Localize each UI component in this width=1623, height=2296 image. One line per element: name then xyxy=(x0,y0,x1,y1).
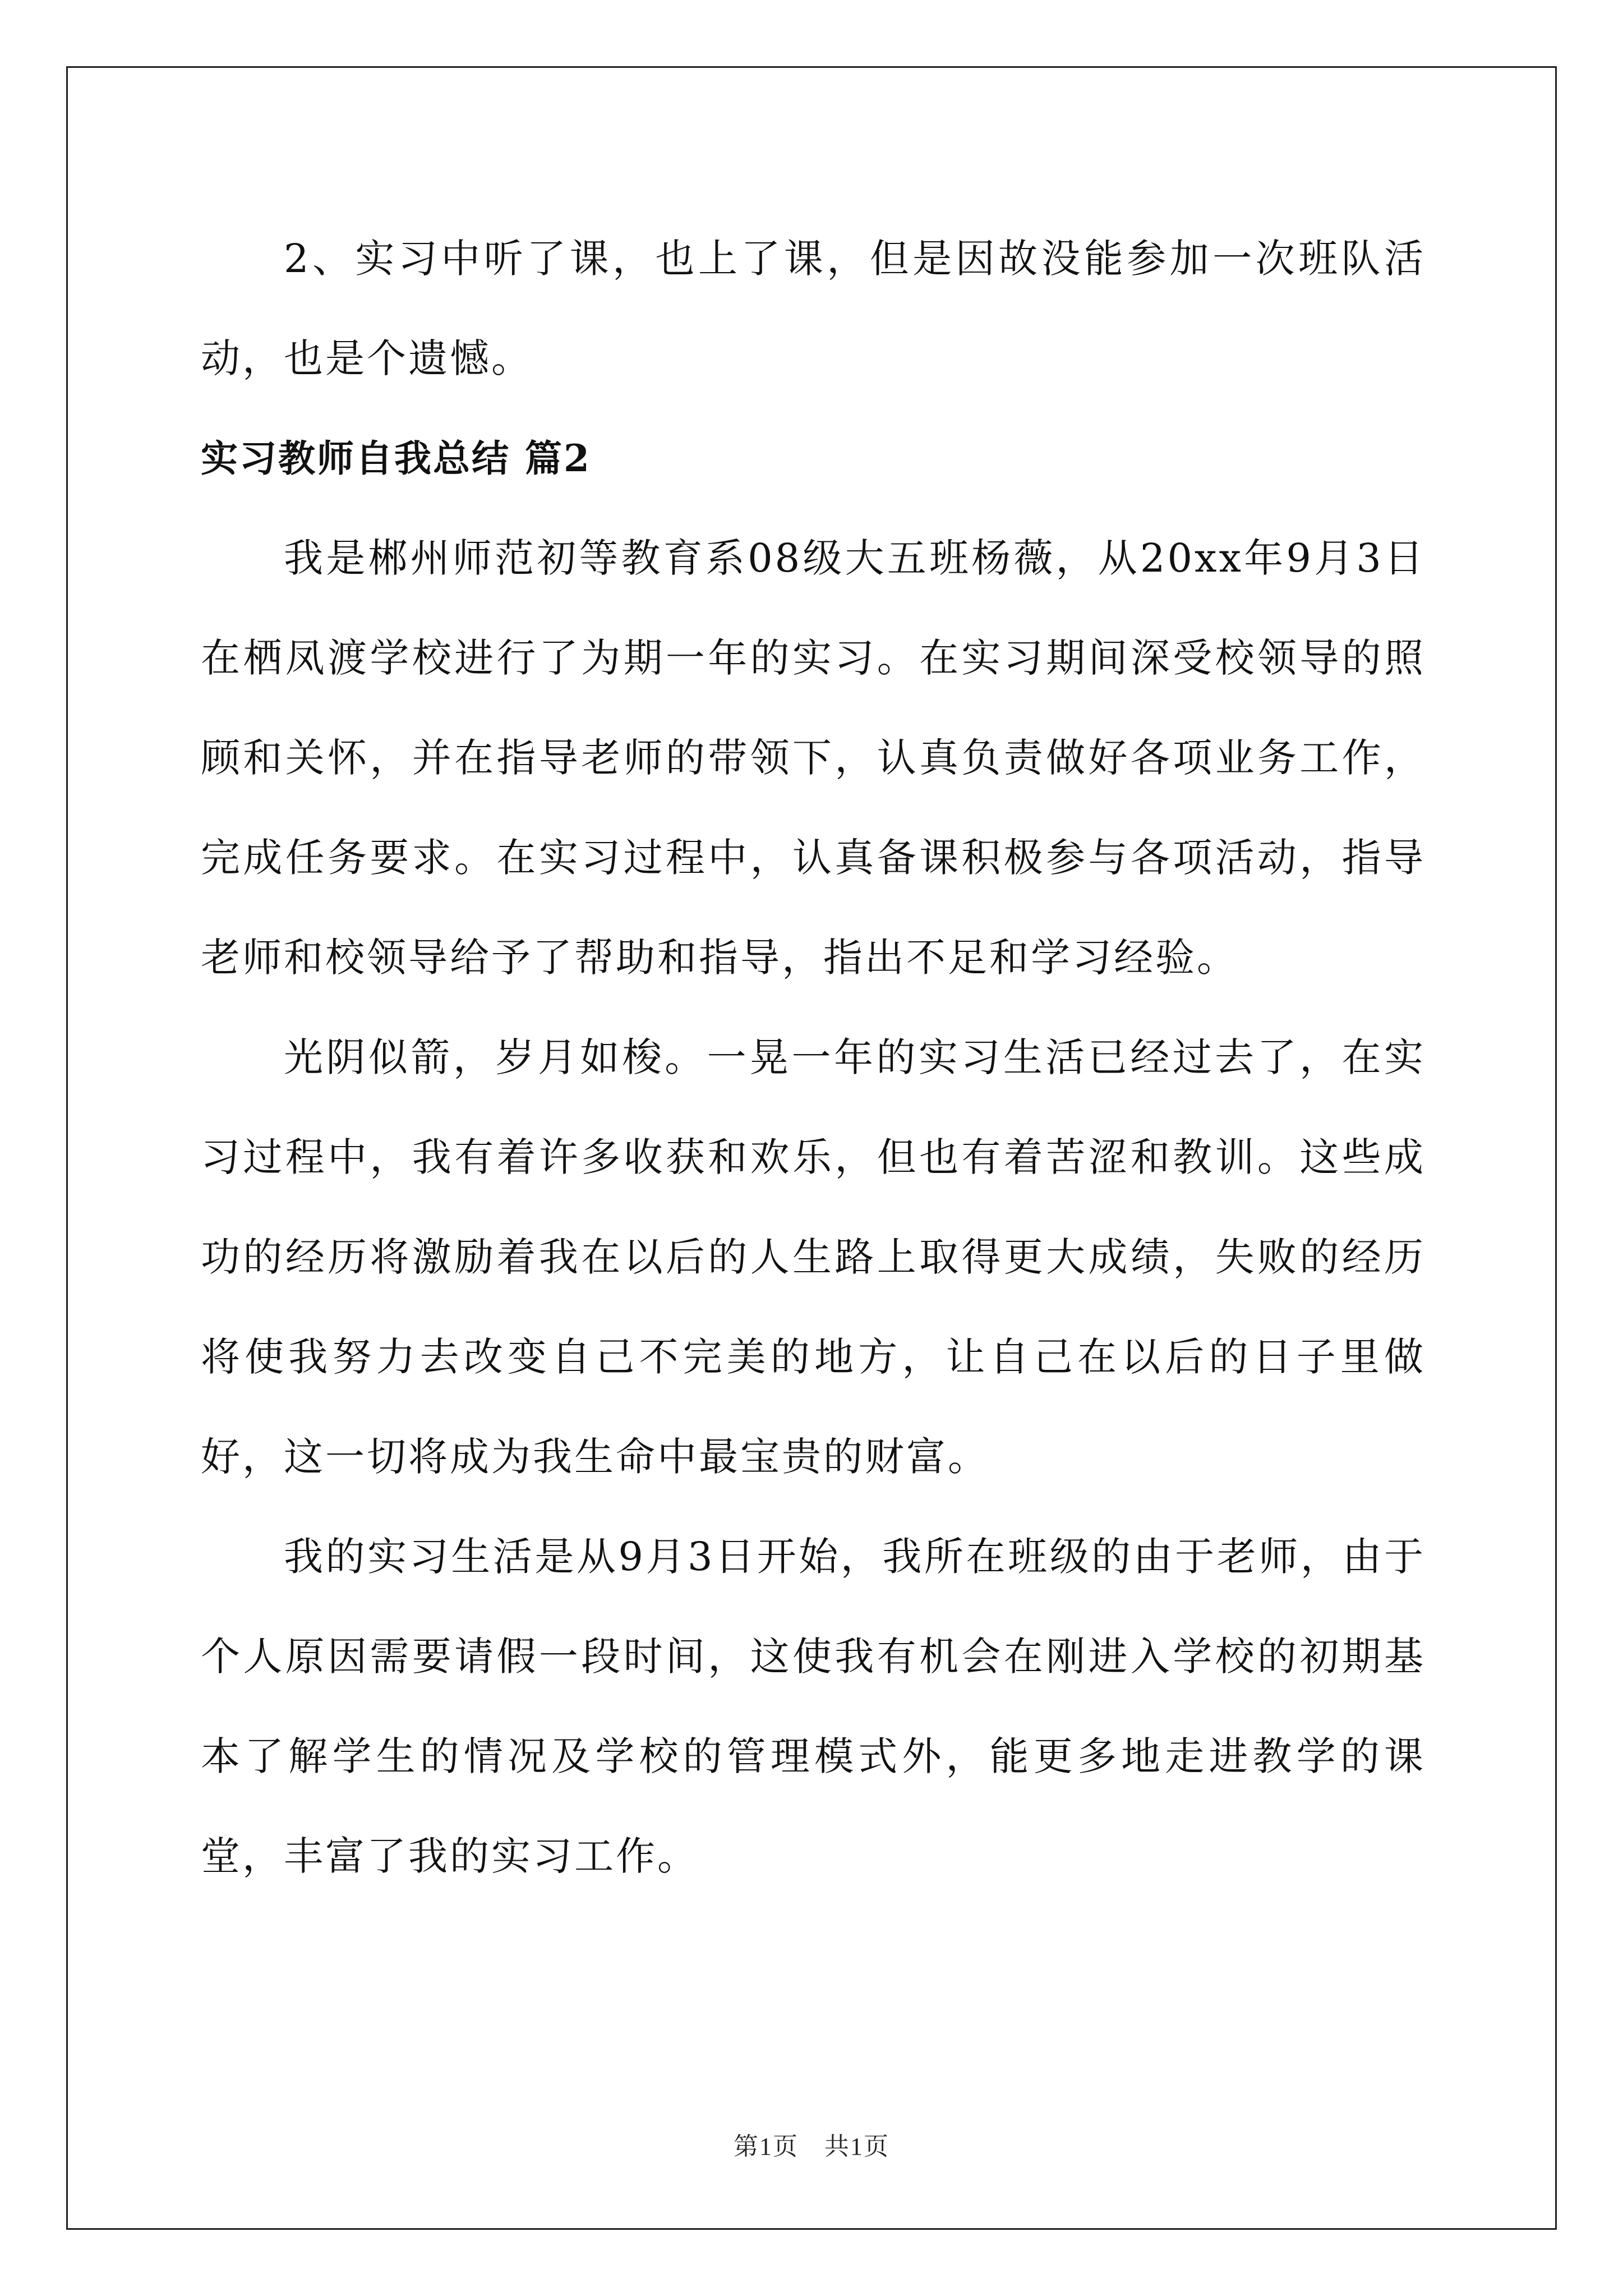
paragraph-reflection: 光阴似箭，岁月如梭。一晃一年的实习生活已经过去了，在实习过程中，我有着许多收获和欢乐，但也有着苦涩和教训。这些成功的经历将激励着我在以后的人生路上取得更大成绩，失败的经历将使我努力去改变自己不完美的地方，让自己在以后的日子里做好，这一切将成为我生命中最宝贵的财富。 xyxy=(201,1034,1426,1480)
paragraph-regret: 2、实习中听了课，也上了课，但是因故没能参加一次班队活动，也是个遗憾。 xyxy=(201,236,1426,381)
paragraph-start-of-internship: 我的实习生活是从9月3日开始，我所在班级的由于老师，由于个人原因需要请假一段时间，这使我有机会在刚进入学校的初期基本了解学生的情况及学校的管理模式外，能更多地走进教学的课堂，丰富了我的实习工作。 xyxy=(201,1534,1426,1879)
document-body xyxy=(201,209,1426,1906)
section-heading: 实习教师自我总结 篇2 xyxy=(201,436,591,480)
page-number-footer: 第1页 共1页 xyxy=(734,2133,889,2160)
paragraph-introduction: 我是郴州师范初等教育系08级大五班杨薇，从20xx年9月3日在栖凤渡学校进行了为期一年的实习。在实习期间深受校领导的照顾和关怀，并在指导老师的带领下，认真负责做好各项业务工作，完成任务要求。在实习过程中，认真备课积极参与各项活动，指导老师和校领导给予了帮助和指导，指出不足和学习经验。 xyxy=(201,535,1426,981)
